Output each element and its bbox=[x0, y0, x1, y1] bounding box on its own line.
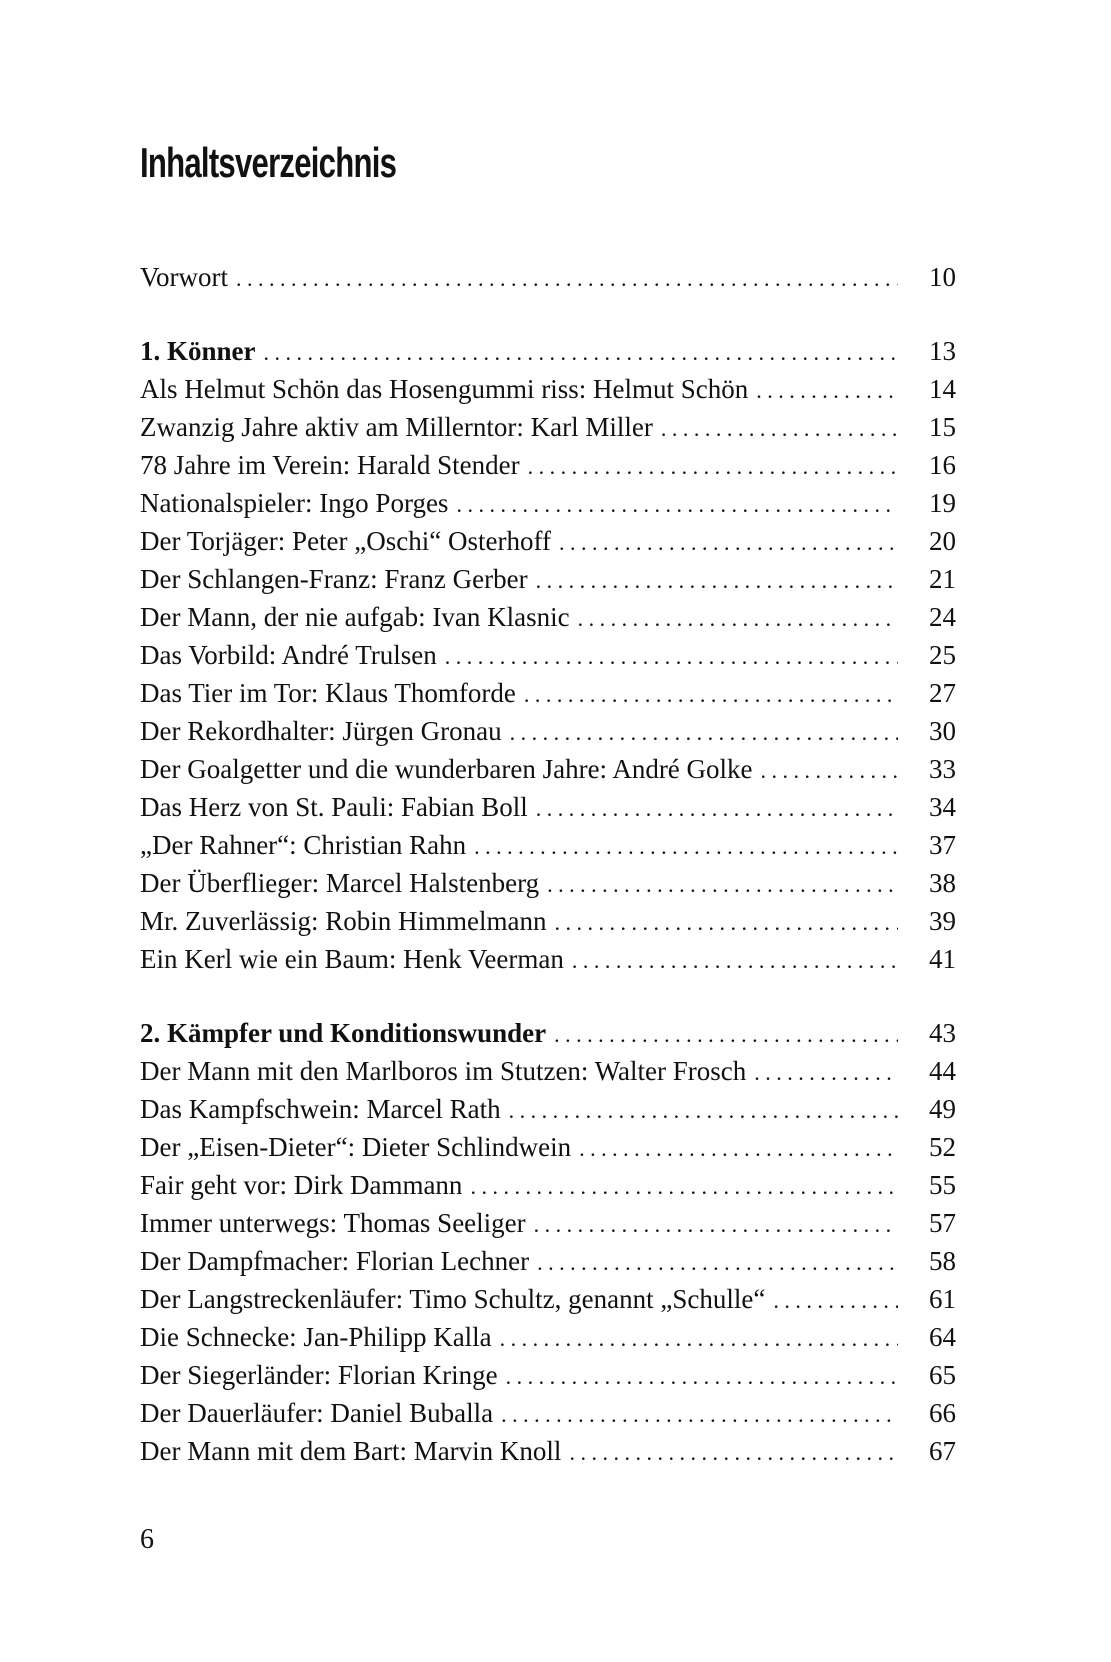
toc-entry-row bbox=[140, 484, 956, 522]
dot-leader bbox=[264, 334, 898, 372]
entry-title: Der Mann mit dem Bart: Marvin Knoll bbox=[140, 1436, 562, 1466]
toc-entry-row bbox=[140, 1166, 956, 1204]
toc-entry-row bbox=[140, 408, 956, 446]
entry-title: Als Helmut Schön das Hosengummi riss: Helmut Schön bbox=[140, 374, 749, 404]
dot-leader bbox=[528, 448, 898, 486]
toc-entry-row bbox=[140, 864, 956, 902]
toc-entry-row bbox=[140, 1432, 956, 1470]
dot-leader bbox=[536, 562, 898, 600]
dot-leader bbox=[547, 866, 898, 904]
entry-page-number: 43 bbox=[929, 1018, 956, 1048]
toc-entry-row bbox=[140, 1242, 956, 1280]
dot-leader bbox=[510, 714, 898, 752]
toc-entry-row bbox=[140, 1204, 956, 1242]
toc-entry-row bbox=[140, 1052, 956, 1090]
dot-leader bbox=[506, 1358, 898, 1396]
section-gap bbox=[140, 296, 956, 332]
dot-leader bbox=[661, 410, 898, 448]
entry-title: Der Überflieger: Marcel Halstenberg bbox=[140, 868, 540, 898]
entry-page-number: 10 bbox=[929, 262, 956, 292]
entry-title: Das Herz von St. Pauli: Fabian Boll bbox=[140, 792, 528, 822]
section-gap bbox=[140, 978, 956, 1014]
entry-page-number: 58 bbox=[929, 1246, 956, 1276]
entry-title: Zwanzig Jahre aktiv am Millerntor: Karl Miller bbox=[140, 412, 653, 442]
entry-page-number: 52 bbox=[929, 1132, 956, 1162]
toc-entry-row bbox=[140, 598, 956, 636]
entry-page-number: 39 bbox=[929, 906, 956, 936]
dot-leader bbox=[754, 1054, 898, 1092]
entry-title: Der Siegerländer: Florian Kringe bbox=[140, 1360, 498, 1390]
entry-page-number: 64 bbox=[929, 1322, 956, 1352]
toc-entry-row bbox=[140, 522, 956, 560]
entry-title: Mr. Zuverlässig: Robin Himmelmann bbox=[140, 906, 547, 936]
entry-page-number: 27 bbox=[929, 678, 956, 708]
entry-page-number: 66 bbox=[929, 1398, 956, 1428]
entry-page-number: 16 bbox=[929, 450, 956, 480]
toc-entry-row bbox=[140, 370, 956, 408]
toc-entry-row bbox=[140, 1280, 956, 1318]
page-number: 6 bbox=[140, 1524, 154, 1555]
dot-leader bbox=[534, 1206, 898, 1244]
dot-leader bbox=[572, 942, 898, 980]
toc-entry-row bbox=[140, 1128, 956, 1166]
entry-title: Nationalspieler: Ingo Porges bbox=[140, 488, 449, 518]
entry-page-number: 13 bbox=[929, 336, 956, 366]
entry-title: Der Dauerläufer: Daniel Buballa bbox=[140, 1398, 494, 1428]
chapter-title: 1. Könner bbox=[140, 336, 256, 366]
dot-leader bbox=[756, 372, 898, 410]
toc-entry-row bbox=[140, 1394, 956, 1432]
dot-leader bbox=[569, 1434, 898, 1472]
dot-leader bbox=[456, 486, 898, 524]
entry-title: Der „Eisen-Dieter“: Dieter Schlindwein bbox=[140, 1132, 572, 1162]
dot-leader bbox=[559, 524, 898, 562]
toc-entry-row bbox=[140, 902, 956, 940]
toc-entry-row bbox=[140, 1090, 956, 1128]
entry-page-number: 61 bbox=[929, 1284, 956, 1314]
toc-entry-row bbox=[140, 560, 956, 598]
entry-title: Die Schnecke: Jan-Philipp Kalla bbox=[140, 1322, 492, 1352]
toc-chapter-row bbox=[140, 332, 956, 370]
toc-entry-row bbox=[140, 940, 956, 978]
entry-title: Immer unterwegs: Thomas Seeliger bbox=[140, 1208, 526, 1238]
entry-page-number: 49 bbox=[929, 1094, 956, 1124]
entry-page-number: 20 bbox=[929, 526, 956, 556]
dot-leader bbox=[236, 260, 898, 298]
entry-page-number: 21 bbox=[929, 564, 956, 594]
toc-chapter-row bbox=[140, 1014, 956, 1052]
entry-title: Der Torjäger: Peter „Oschi“ Osterhoff bbox=[140, 526, 551, 556]
dot-leader bbox=[470, 1168, 898, 1206]
toc-entry-row bbox=[140, 750, 956, 788]
entry-page-number: 57 bbox=[929, 1208, 956, 1238]
dot-leader bbox=[501, 1396, 898, 1434]
dot-leader bbox=[554, 904, 898, 942]
entry-page-number: 34 bbox=[929, 792, 956, 822]
dot-leader bbox=[554, 1016, 898, 1054]
dot-leader bbox=[537, 1244, 898, 1282]
toc-entry-row bbox=[140, 674, 956, 712]
entry-page-number: 67 bbox=[929, 1436, 956, 1466]
entry-page-number: 33 bbox=[929, 754, 956, 784]
toc-entry-row bbox=[140, 1318, 956, 1356]
entry-title: Der Langstreckenläufer: Timo Schultz, genannt „Schulle“ bbox=[140, 1284, 766, 1314]
toc-section bbox=[140, 332, 956, 978]
page-title: Inhaltsverzeichnis bbox=[140, 139, 397, 186]
dot-leader bbox=[579, 1130, 898, 1168]
dot-leader bbox=[509, 1092, 898, 1130]
dot-leader bbox=[500, 1320, 898, 1358]
entry-title: 78 Jahre im Verein: Harald Stender bbox=[140, 450, 520, 480]
toc-entry-row bbox=[140, 1356, 956, 1394]
toc-section bbox=[140, 1014, 956, 1470]
entry-title: Das Vorbild: André Trulsen bbox=[140, 640, 437, 670]
dot-leader bbox=[761, 752, 898, 790]
entry-title: Vorwort bbox=[140, 262, 229, 292]
toc-section bbox=[140, 258, 956, 296]
toc-entry-row bbox=[140, 446, 956, 484]
entry-page-number: 38 bbox=[929, 868, 956, 898]
table-of-contents bbox=[140, 258, 956, 1470]
entry-title: Ein Kerl wie ein Baum: Henk Veerman bbox=[140, 944, 564, 974]
entry-page-number: 15 bbox=[929, 412, 956, 442]
toc-entry-row bbox=[140, 826, 956, 864]
dot-leader bbox=[773, 1282, 898, 1320]
entry-title: Der Mann mit den Marlboros im Stutzen: Walter Frosch bbox=[140, 1056, 747, 1086]
entry-page-number: 37 bbox=[929, 830, 956, 860]
entry-page-number: 44 bbox=[929, 1056, 956, 1086]
toc-entry-row bbox=[140, 258, 956, 296]
entry-title: Der Goalgetter und die wunderbaren Jahre: André Golke bbox=[140, 754, 753, 784]
chapter-title: 2. Kämpfer und Konditionswunder bbox=[140, 1018, 547, 1048]
entry-title: Fair geht vor: Dirk Dammann bbox=[140, 1170, 463, 1200]
entry-page-number: 55 bbox=[929, 1170, 956, 1200]
toc-entry-row bbox=[140, 712, 956, 750]
entry-page-number: 14 bbox=[929, 374, 956, 404]
entry-page-number: 19 bbox=[929, 488, 956, 518]
entry-page-number: 65 bbox=[929, 1360, 956, 1390]
entry-title: Der Dampfmacher: Florian Lechner bbox=[140, 1246, 530, 1276]
entry-title: Der Mann, der nie aufgab: Ivan Klasnic bbox=[140, 602, 570, 632]
dot-leader bbox=[474, 828, 898, 866]
entry-page-number: 30 bbox=[929, 716, 956, 746]
entry-title: „Der Rahner“: Christian Rahn bbox=[140, 830, 467, 860]
entry-page-number: 24 bbox=[929, 602, 956, 632]
toc-entry-row bbox=[140, 788, 956, 826]
dot-leader bbox=[536, 790, 898, 828]
entry-page-number: 25 bbox=[929, 640, 956, 670]
dot-leader bbox=[445, 638, 898, 676]
entry-page-number: 41 bbox=[929, 944, 956, 974]
dot-leader bbox=[578, 600, 898, 638]
entry-title: Der Schlangen-Franz: Franz Gerber bbox=[140, 564, 528, 594]
entry-title: Das Kampfschwein: Marcel Rath bbox=[140, 1094, 501, 1124]
entry-title: Das Tier im Tor: Klaus Thomforde bbox=[140, 678, 516, 708]
toc-entry-row bbox=[140, 636, 956, 674]
entry-title: Der Rekordhalter: Jürgen Gronau bbox=[140, 716, 502, 746]
dot-leader bbox=[524, 676, 898, 714]
